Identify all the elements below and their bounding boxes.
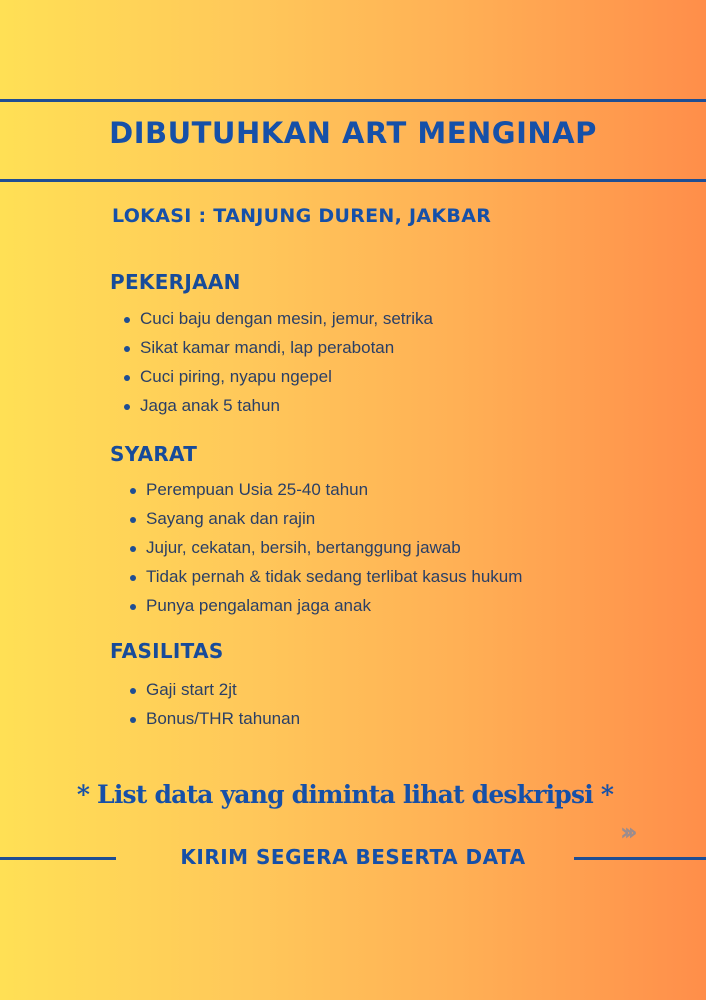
description-note: * List data yang diminta lihat deskripsi * [76, 780, 614, 809]
section-heading-fasilitas: FASILITAS [110, 639, 224, 663]
list-item: Jujur, cekatan, bersih, bertanggung jawab [130, 533, 522, 562]
list-item: Jaga anak 5 tahun [124, 391, 433, 420]
syarat-list [130, 475, 522, 620]
top-divider-lower [0, 179, 706, 182]
list-item: Sikat kamar mandi, lap perabotan [124, 333, 433, 362]
list-item: Sayang anak dan rajin [130, 504, 522, 533]
list-item: Cuci baju dengan mesin, jemur, setrika [124, 304, 433, 333]
list-item: Bonus/THR tahunan [130, 704, 300, 733]
section-heading-syarat: SYARAT [110, 442, 198, 466]
location-text: LOKASI : TANJUNG DUREN, JAKBAR [112, 205, 492, 227]
list-item: Punya pengalaman jaga anak [130, 591, 522, 620]
cta-line-right [574, 857, 706, 860]
list-item: Cuci piring, nyapu ngepel [124, 362, 433, 391]
top-divider-upper [0, 99, 706, 102]
list-item: Gaji start 2jt [130, 675, 300, 704]
chevrons-right-icon: ››› [620, 818, 632, 846]
list-item: Tidak pernah & tidak sedang terlibat kasus hukum [130, 562, 522, 591]
cta-text: KIRIM SEGERA BESERTA DATA [180, 845, 526, 869]
section-heading-pekerjaan: PEKERJAAN [110, 270, 241, 294]
fasilitas-list [130, 675, 300, 733]
pekerjaan-list [124, 304, 433, 420]
list-item: Perempuan Usia 25-40 tahun [130, 475, 522, 504]
poster-title: DIBUTUHKAN ART MENGINAP [109, 116, 597, 150]
